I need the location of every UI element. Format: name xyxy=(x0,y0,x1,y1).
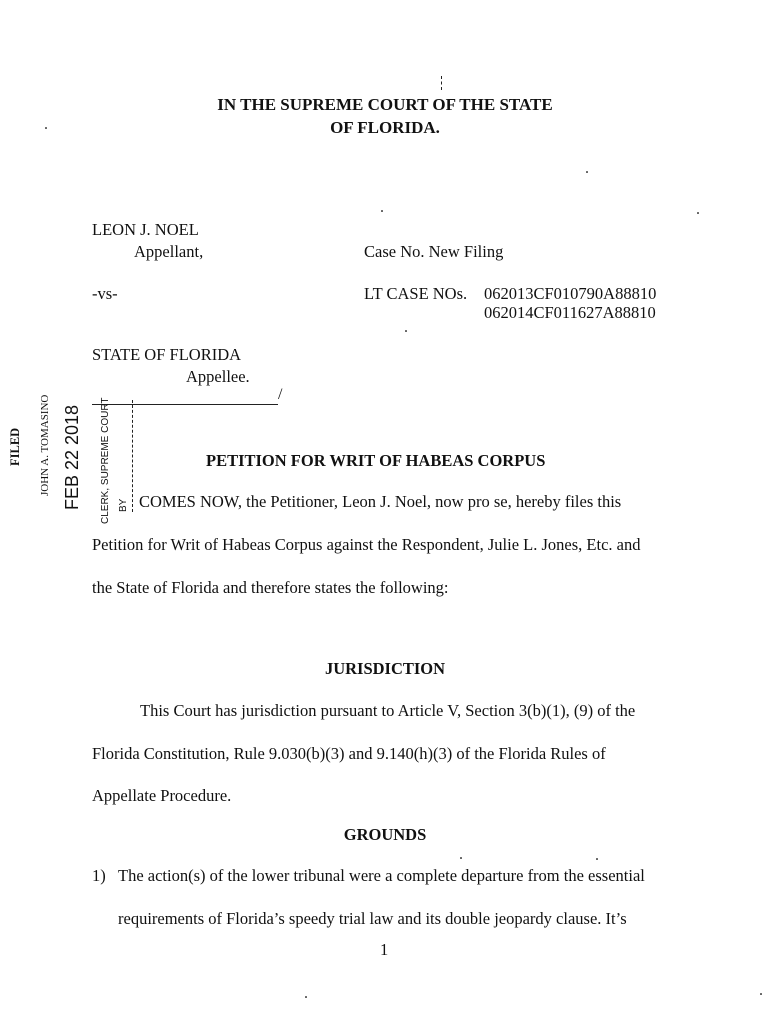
scan-speck xyxy=(697,212,699,214)
scan-speck xyxy=(586,171,588,173)
jurisdiction-line-1: This Court has jurisdiction pursuant to Article V, Section 3(b)(1), (9) of the xyxy=(140,701,636,720)
grounds-item-1-number: 1) xyxy=(92,866,106,885)
grounds-heading: GROUNDS xyxy=(343,825,427,844)
scan-speck xyxy=(460,857,462,859)
document-title: PETITION FOR WRIT OF HABEAS CORPUS xyxy=(206,451,546,470)
grounds-item-1-line-1: The action(s) of the lower tribunal were a complete departure from the essential xyxy=(118,866,645,885)
scan-speck xyxy=(596,858,598,860)
intro-line-2: Petition for Writ of Habeas Corpus against the Respondent, Julie L. Jones, Etc. and xyxy=(92,535,641,554)
intro-line-1: COMES NOW, the Petitioner, Leon J. Noel, now pro se, hereby files this xyxy=(139,492,622,511)
court-heading-line2: OF FLORIDA. xyxy=(330,118,440,137)
caption-slash: / xyxy=(278,386,283,403)
lt-case-number-1: 062013CF010790A88810 xyxy=(484,284,657,303)
stamp-filed: FILED xyxy=(8,427,22,466)
jurisdiction-line-2: Florida Constitution, Rule 9.030(b)(3) and 9.140(h)(3) of the Florida Rules of xyxy=(92,744,606,763)
caption-underline xyxy=(92,404,278,405)
jurisdiction-heading: JURISDICTION xyxy=(324,659,446,678)
scan-speck xyxy=(760,993,762,995)
appellee-role: Appellee. xyxy=(186,367,250,386)
stamp-signature-line xyxy=(132,400,133,512)
scan-speck xyxy=(381,210,383,212)
scan-speck xyxy=(405,330,407,332)
stamp-by: BY xyxy=(118,498,129,512)
appellant-role: Appellant, xyxy=(134,242,204,261)
header-mark xyxy=(441,76,442,90)
case-number: Case No. New Filing xyxy=(364,242,504,261)
versus-text: -vs- xyxy=(92,284,118,303)
page-number: 1 xyxy=(380,940,389,959)
lt-case-number-2: 062014CF011627A88810 xyxy=(484,303,656,322)
stamp-clerk-title: CLERK, SUPREME COURT xyxy=(100,397,111,524)
scan-speck xyxy=(305,996,307,998)
lt-case-label: LT CASE NOs. xyxy=(364,284,468,303)
court-heading-line1: IN THE SUPREME COURT OF THE STATE xyxy=(217,95,553,114)
appellant-name: LEON J. NOEL xyxy=(92,220,199,239)
jurisdiction-line-3: Appellate Procedure. xyxy=(92,786,232,805)
intro-line-3: the State of Florida and therefore states the following: xyxy=(92,578,449,597)
grounds-item-1-line-2: requirements of Florida’s speedy trial law and its double jeopardy clause. It’s xyxy=(118,909,627,928)
stamp-date: FEB 22 2018 xyxy=(62,404,82,510)
appellee-name: STATE OF FLORIDA xyxy=(92,345,242,364)
scan-speck xyxy=(45,127,47,129)
stamp-clerk-name: JOHN A. TOMASINO xyxy=(39,394,51,496)
